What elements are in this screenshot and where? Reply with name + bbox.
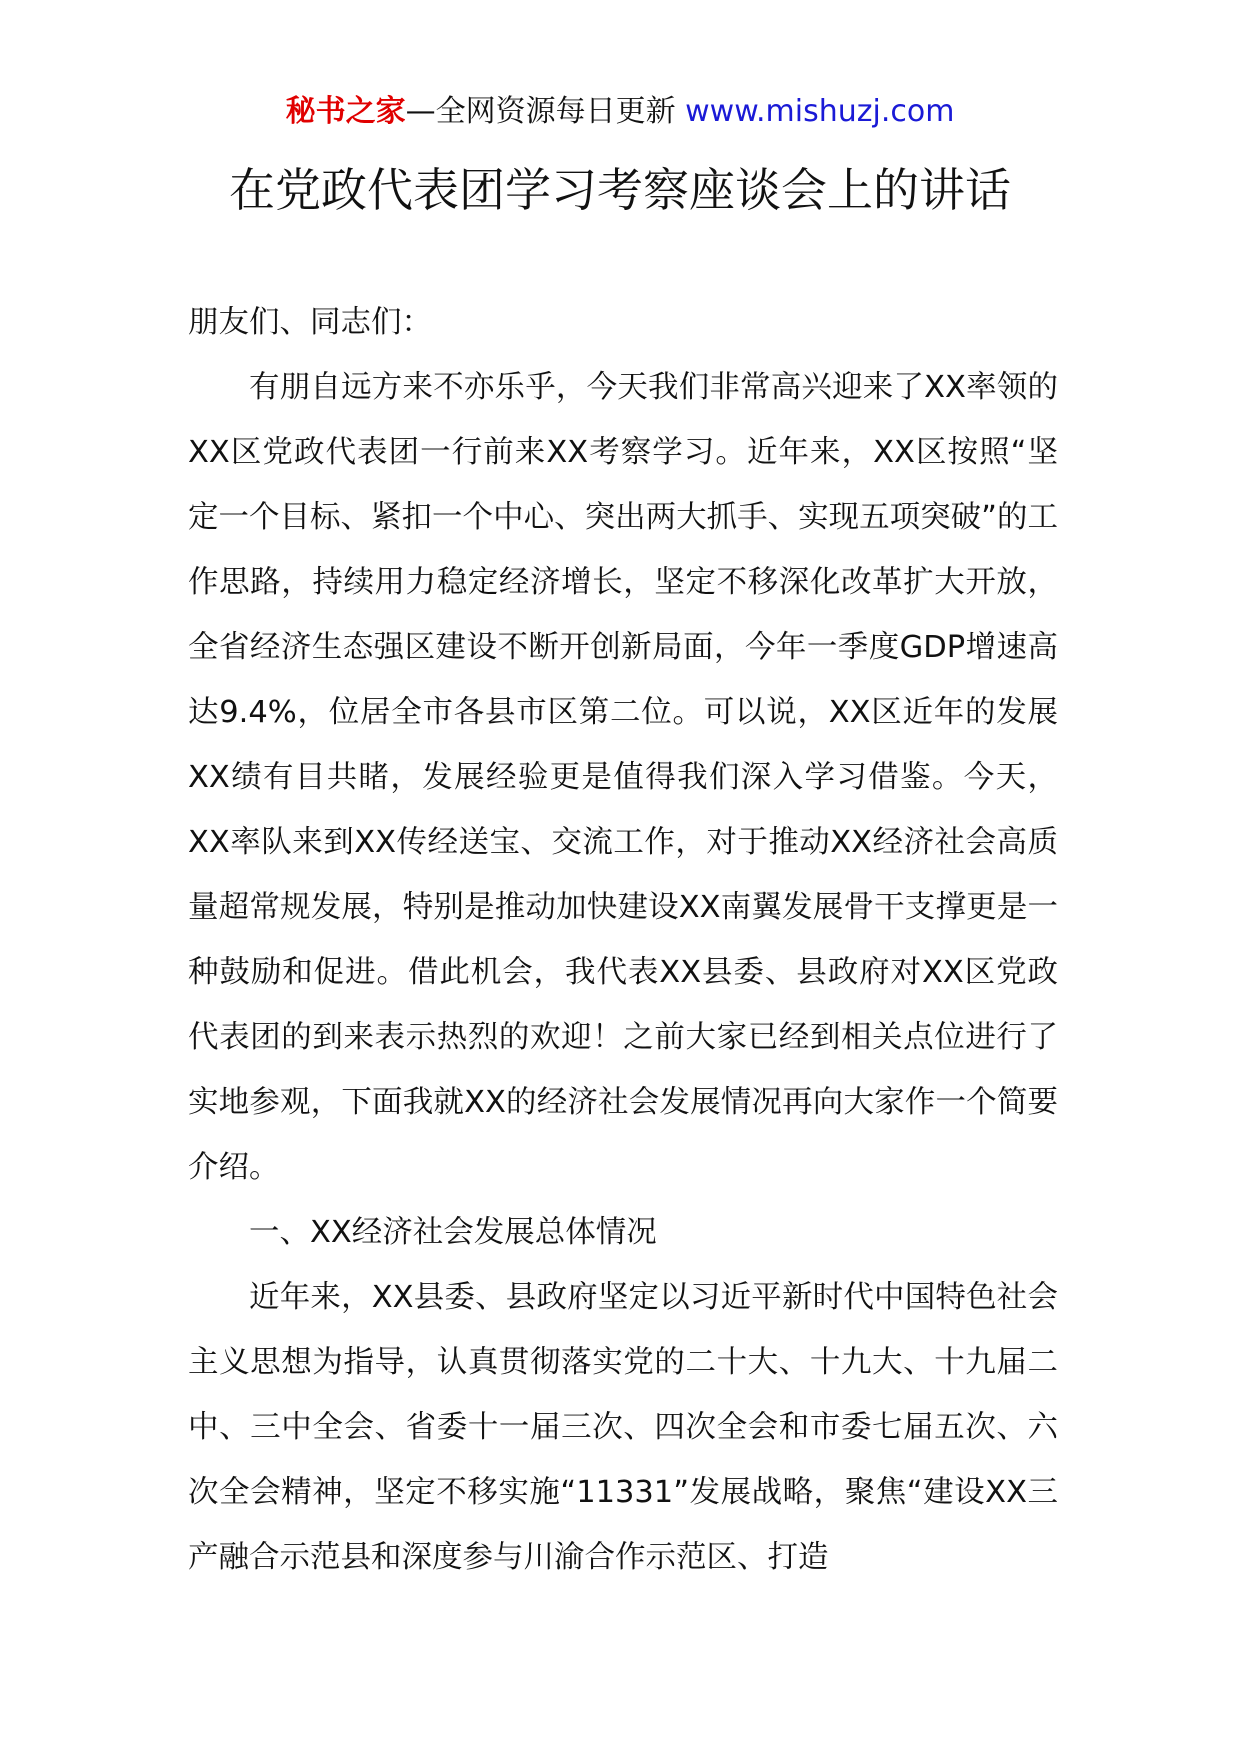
header-tagline: —全网资源每日更新 <box>405 94 686 129</box>
site-header <box>0 92 1240 132</box>
salutation: 朋友们、同志们： <box>188 305 432 340</box>
document-title: 在党政代表团学习考察座谈会上的讲话 <box>229 163 1011 217</box>
brand-name: 秘书之家 <box>285 94 406 129</box>
section-heading: 一、XX经济社会发展总体情况 <box>249 1215 657 1250</box>
site-url-link[interactable]: www.mishuzj.com <box>685 94 955 129</box>
paragraph: 有朋自远方来不亦乐乎，今天我们非常高兴迎来了XX率领的XX区党政代表团一行前来XX考察学习。近年来，XX区按照“坚定一个目标、紧扣一个中心、突出两大抓手、实现五项突破”的工作思路，持续用力稳定经济增长，坚定不移深化改革扩大开放，全省经济生态强区建设不断开创新局面，今年一季度GDP增速高达9.4%，位居全市各县市区第二位。可以说，XX区近年的发展XX绩有目共睹，发展经验更是值得我们深入学习借鉴。今天，XX率队来到XX传经送宝、交流工作，对于推动XX经济社会高质量超常规发展，特别是推动加快建设XX南翼发展骨干支撑更是一种鼓励和促进。借此机会，我代表XX县委、县政府对XX区党政代表团的到来表示热烈的欢迎！之前大家已经到相关点位进行了实地参观，下面我就XX的经济社会发展情况再向大家作一个简要介绍。 <box>188 370 1058 1185</box>
document-body <box>188 290 1058 1590</box>
paragraph: 近年来，XX县委、县政府坚定以习近平新时代中国特色社会主义思想为指导，认真贯彻落实党的二十大、十九大、十九届二中、三中全会、省委十一届三次、四次全会和市委七届五次、六次全会精神，坚定不移实施“11331”发展战略，聚焦“建设XX三产融合示范县和深度参与川渝合作示范区、打造 <box>188 1280 1058 1575</box>
